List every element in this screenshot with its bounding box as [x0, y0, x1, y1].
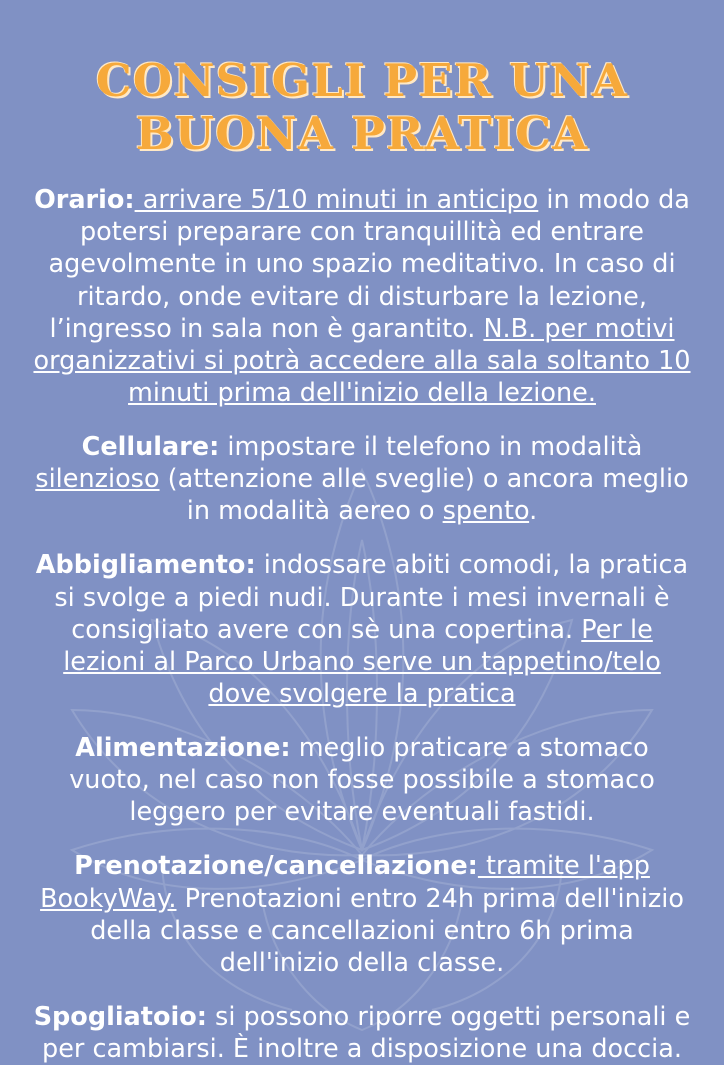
section-cellulare-body-3: . [529, 496, 538, 527]
section-abbigliamento-body: indossare abiti comodi, la pratica si svolge a piedi nudi. Durante i mesi invernali è consigliato avere con sè una copertina. [54, 550, 689, 645]
section-orario [26, 184, 698, 409]
section-prenotazione-label: Prenotazione/cancellazione: [74, 851, 478, 882]
section-orario-highlight: arrivare 5/10 minuti in anticipo [134, 185, 539, 216]
section-abbigliamento [26, 549, 698, 710]
section-alimentazione-label: Alimentazione: [75, 733, 291, 764]
page-title-line-2: BUONA PRATICA [135, 107, 589, 161]
section-spogliatoio [26, 1001, 698, 1065]
section-orario-label: Orario: [34, 185, 135, 216]
page-title [26, 54, 698, 160]
section-abbigliamento-label: Abbigliamento: [35, 550, 256, 581]
section-spogliatoio-body: si possono riporre oggetti personali e per cambiarsi. È inoltre a disposizione una doccia. [42, 1001, 691, 1065]
section-cellulare-body-1: impostare il telefono in modalità [219, 432, 643, 463]
section-cellulare-highlight-1: silenzioso [35, 464, 160, 495]
section-cellulare [26, 431, 698, 527]
section-orario-note: N.B. per motivi organizzativi si potrà accedere alla sala soltanto 10 minuti prima dell'inizio della lezione. [33, 313, 691, 408]
section-abbigliamento-highlight: Per le lezioni al Parco Urbano serve un tappetino/telo dove svolgere la pratica [63, 614, 661, 709]
section-alimentazione [26, 732, 698, 828]
section-cellulare-label: Cellulare: [81, 432, 220, 463]
section-orario-body: in modo da potersi preparare con tranquillità ed entrare agevolmente in uno spazio meditativo. In caso di ritardo, onde evitare di disturbare la lezione, l’ingresso in sala non è garantito. [48, 185, 690, 344]
section-spogliatoio-label: Spogliatoio: [33, 1001, 207, 1032]
section-cellulare-body-2: (attenzione alle sveglie) o ancora meglio in modalità aereo o [159, 464, 689, 527]
section-cellulare-highlight-2: spento [442, 496, 530, 527]
section-prenotazione-body: Prenotazioni entro 24h prima dell'inizio della classe e cancellazioni entro 6h prima dell'inizio della classe. [90, 883, 684, 978]
section-alimentazione-body: meglio praticare a stomaco vuoto, nel caso non fosse possibile a stomaco leggero per evitare eventuali fastidi. [69, 733, 655, 828]
page-title-line-1: CONSIGLI PER UNA [95, 54, 629, 107]
section-prenotazione-highlight: tramite l'app BookyWay. [40, 851, 650, 914]
section-prenotazione [26, 850, 698, 979]
